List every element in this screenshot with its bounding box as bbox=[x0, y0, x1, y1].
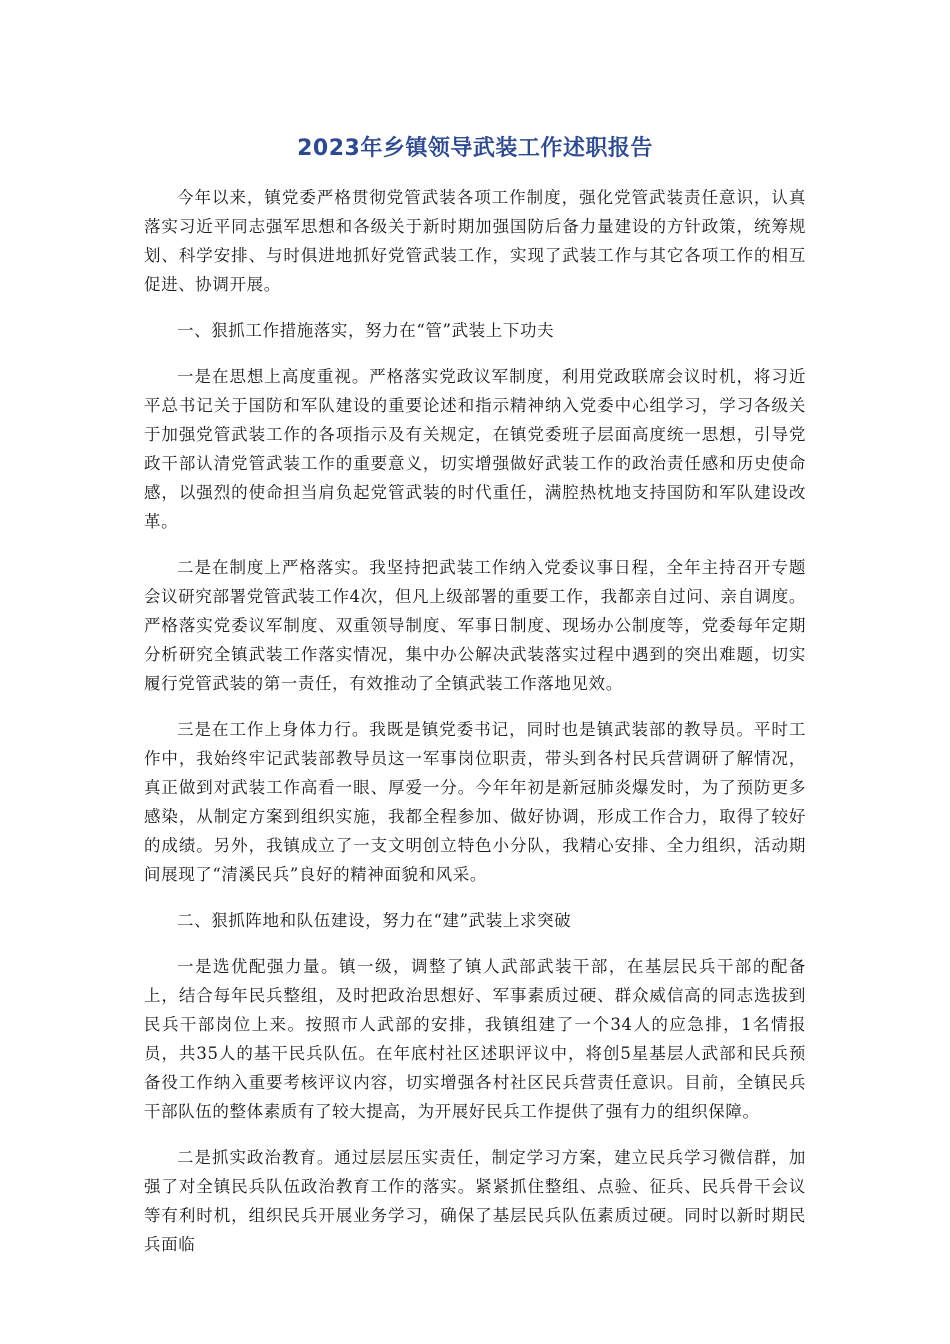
body-paragraph: 二是抓实政治教育。通过层层压实责任，制定学习方案，建立民兵学习微信群，加强了对全镇民兵队伍政治教育工作的落实。紧紧抓住整组、点验、征兵、民兵骨干会议等有利时机，组织民兵开展业务学习，确保了基层民兵队伍素质过硬。同时以新时期民兵面临 bbox=[144, 1148, 806, 1254]
section-heading-1: 一、狠抓工作措施落实，努力在“管”武装上下功夫 bbox=[177, 321, 555, 340]
document-title: 2023年乡镇领导武装工作述职报告 bbox=[297, 136, 653, 161]
body-paragraph: 二是在制度上严格落实。我坚持把武装工作纳入党委议事日程，全年主持召开专题会议研究部署党管武装工作4次，但凡上级部署的重要工作，我都亲自过问、亲自调度。严格落实党委议军制度、双重领导制度、军事日制度、现场办公制度等，党委每年定期分析研究全镇武装工作落实情况，集中办公解决武装落实过程中遇到的突出难题，切实履行党管武装的第一责任，有效推动了全镇武装工作落地见效。 bbox=[144, 558, 806, 693]
body-paragraph: 三是在工作上身体力行。我既是镇党委书记，同时也是镇武装部的教导员。平时工作中，我始终牢记武装部教导员这一军事岗位职责，带头到各村民兵营调研了解情况，真正做到对武装工作高看一眼、厚爱一分。今年年初是新冠肺炎爆发时，为了预防更多感染，从制定方案到组织实施，我都全程参加、做好协调，形成工作合力，取得了较好的成绩。另外，我镇成立了一支文明创立特色小分队，我精心安排、全力组织，活动期间展现了“清溪民兵”良好的精神面貌和风采。 bbox=[144, 720, 806, 884]
intro-paragraph: 今年以来，镇党委严格贯彻党管武装各项工作制度，强化党管武装责任意识，认真落实习近平同志强军思想和各级关于新时期加强国防后备力量建设的方针政策，统筹规划、科学安排、与时俱进地抓好党管武装工作，实现了武装工作与其它各项工作的相互促进、协调开展。 bbox=[144, 188, 806, 294]
body-paragraph: 一是在思想上高度重视。严格落实党政议军制度，利用党政联席会议时机，将习近平总书记关于国防和军队建设的重要论述和指示精神纳入党委中心组学习，学习各级关于加强党管武装工作的各项指示及有关规定，在镇党委班子层面高度统一思想，引导党政干部认清党管武装工作的重要意义，切实增强做好武装工作的政治责任感和历史使命感，以强烈的使命担当肩负起党管武装的时代重任，满腔热枕地支持国防和军队建设改革。 bbox=[144, 367, 806, 531]
section-heading-2: 二、狠抓阵地和队伍建设，努力在“建”武装上求突破 bbox=[177, 911, 572, 930]
body-paragraph: 一是选优配强力量。镇一级，调整了镇人武部武装干部，在基层民兵干部的配备上，结合每年民兵整组，及时把政治思想好、军事素质过硬、群众威信高的同志选拔到民兵干部岗位上来。按照市人武部的安排，我镇组建了一个34人的应急排，1名情报员，共35人的基干民兵队伍。在年底村社区述职评议中，将创5星基层人武部和民兵预备役工作纳入重要考核评议内容，切实增强各村社区民兵营责任意识。目前，全镇民兵干部队伍的整体素质有了较大提高，为开展好民兵工作提供了强有力的组织保障。 bbox=[144, 957, 806, 1121]
